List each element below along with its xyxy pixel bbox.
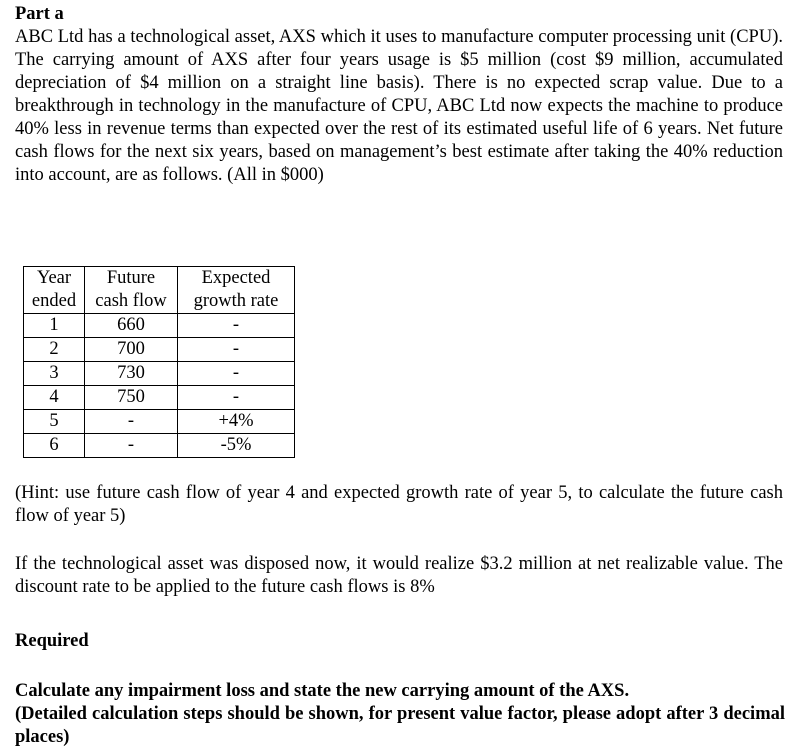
table-row (24, 362, 295, 386)
year-cell: 6 (24, 434, 85, 458)
document-page (15, 3, 785, 747)
header-year-ended: Year ended (24, 267, 85, 314)
task-instruction: Calculate any impairment loss and state the new carrying amount of the AXS. (15, 681, 630, 701)
hint-paragraph: (Hint: use future cash flow of year 4 and expected growth rate of year 5, to calculate the future cash flow of year 5) (15, 483, 783, 526)
growth-rate-cell: - (178, 314, 295, 338)
table-row (24, 410, 295, 434)
header-future-cash-flow: Future cash flow (85, 267, 178, 314)
table-header-row (24, 267, 295, 314)
required-label: Required (15, 631, 89, 651)
year-cell: 2 (24, 338, 85, 362)
header-expected-growth-rate: Expected growth rate (178, 267, 295, 314)
cash-flow-cell: 730 (85, 362, 178, 386)
disposal-paragraph: If the technological asset was disposed now, it would realize $3.2 million at net realizable value. The discount rate to be applied to the future cash flows is 8% (15, 554, 783, 597)
table-row (24, 338, 295, 362)
growth-rate-cell: -5% (178, 434, 295, 458)
cash-flow-cell: 750 (85, 386, 178, 410)
cash-flow-table-wrapper (23, 266, 295, 458)
growth-rate-cell: +4% (178, 410, 295, 434)
year-cell: 4 (24, 386, 85, 410)
task-block (15, 680, 785, 749)
year-cell: 3 (24, 362, 85, 386)
cash-flow-cell: 660 (85, 314, 178, 338)
growth-rate-cell: - (178, 362, 295, 386)
part-heading: Part a (15, 4, 64, 24)
cash-flow-table (23, 266, 295, 458)
year-cell: 1 (24, 314, 85, 338)
cash-flow-cell: 700 (85, 338, 178, 362)
cash-flow-cell: - (85, 410, 178, 434)
task-note: (Detailed calculation steps should be shown, for present value factor, please adopt after 3 decimal places) (15, 704, 785, 747)
cash-flow-cell: - (85, 434, 178, 458)
intro-paragraph: ABC Ltd has a technological asset, AXS which it uses to manufacture computer processing unit (CPU). The carrying amount of AXS after four years usage is $5 million (cost $9 million, accumulated depreciation of $4 million on a straight line basis). There is no expected scrap value. Due to a breakthrough in technology in the manufacture of CPU, ABC Ltd now expects the machine to produce 40% less in revenue terms than expected over the rest of its estimated useful life of 6 years. Net future cash flows for the next six years, based on management’s best estimate after taking the 40% reduction into account, are as follows. (All in $000) (15, 27, 783, 185)
growth-rate-cell: - (178, 386, 295, 410)
growth-rate-cell: - (178, 338, 295, 362)
table-row (24, 434, 295, 458)
year-cell: 5 (24, 410, 85, 434)
table-row (24, 386, 295, 410)
table-row (24, 314, 295, 338)
